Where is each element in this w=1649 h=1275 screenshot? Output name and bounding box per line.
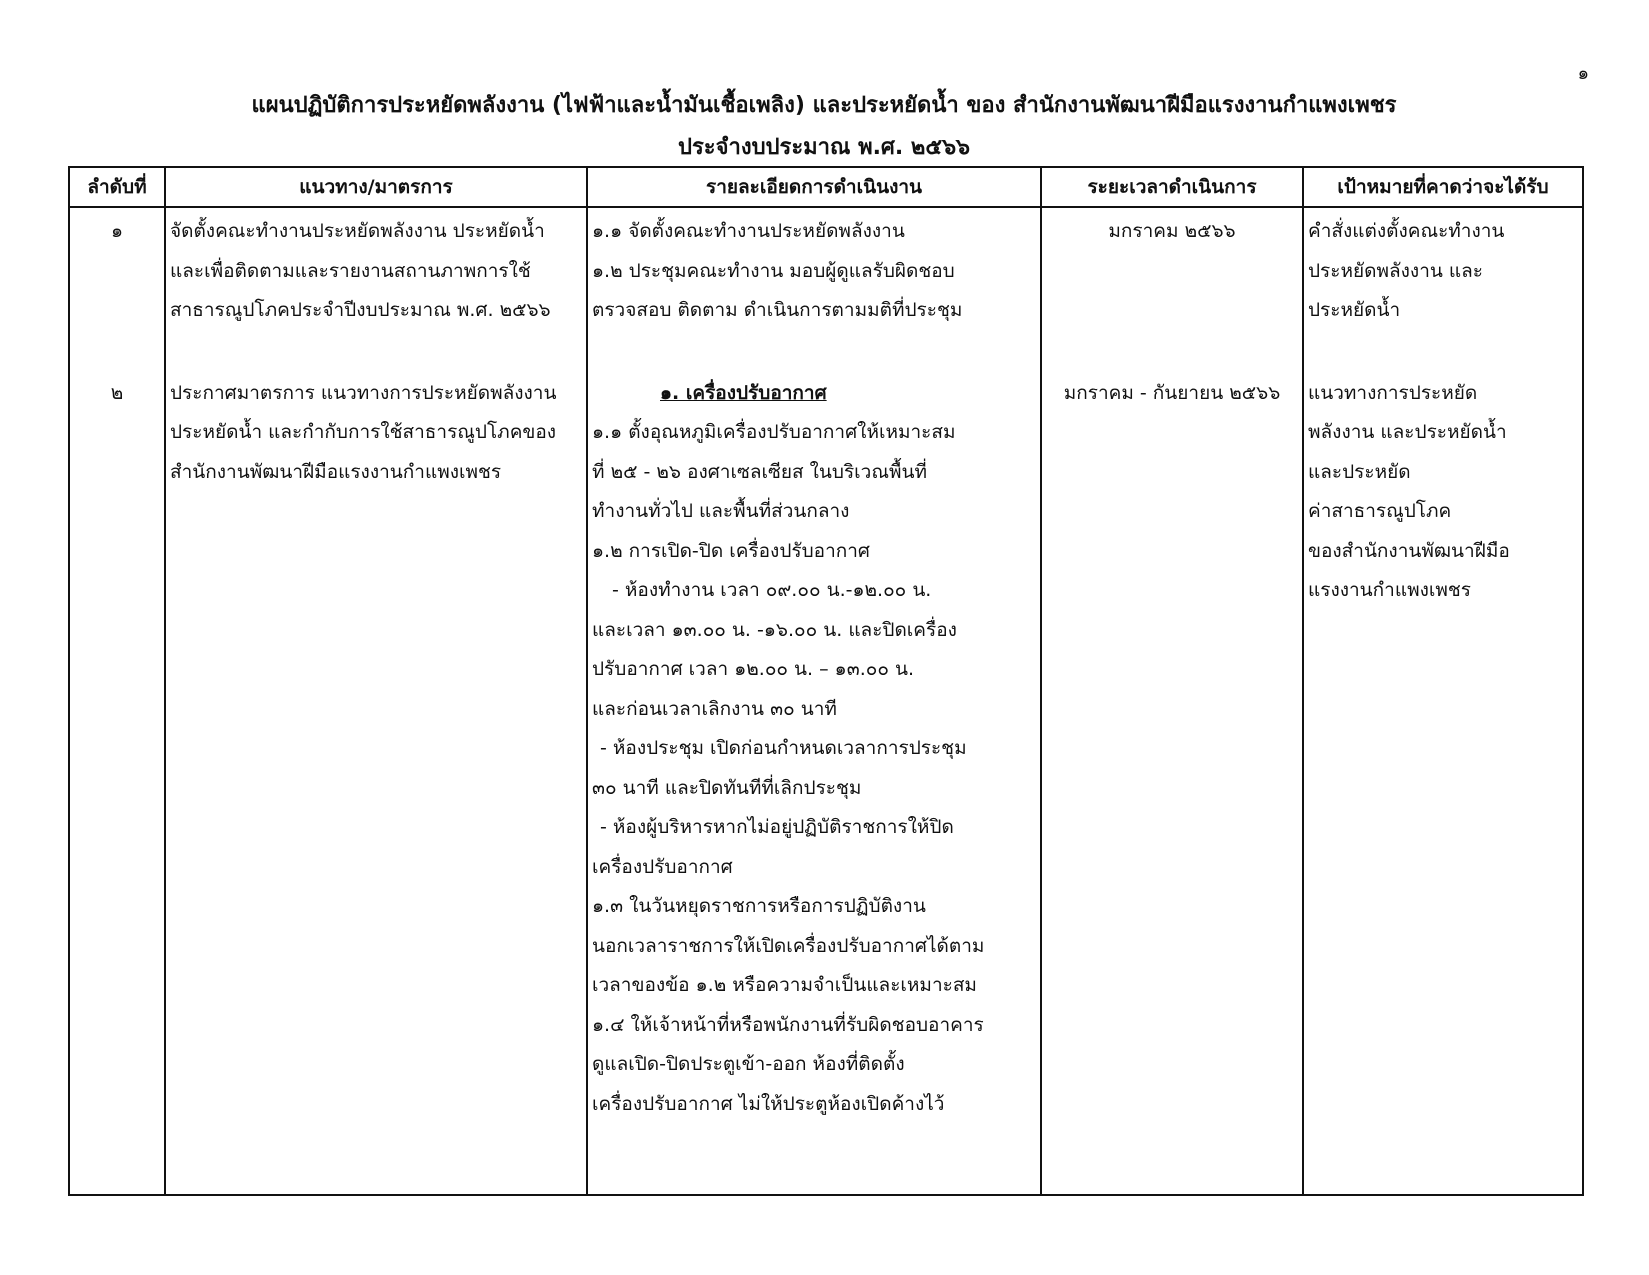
row-2-detail-line: ๑.๑ ตั้งอุณหภูมิเครื่องปรับอากาศให้เหมาะสม [592, 421, 956, 443]
row-1-measure-line: สาธารณูปโภคประจำปีงบประมาณ พ.ศ. ๒๕๖๖ [170, 299, 551, 321]
row-2-detail-line: นอกเวลาราชการให้เปิดเครื่องปรับอากาศได้ตาม [592, 934, 985, 957]
row-2-detail-line: เครื่องปรับอากาศ ไม่ให้ประตูห้องเปิดค้างไว้ [592, 1092, 945, 1115]
row-1-no: ๑ [110, 220, 124, 242]
page-number: ๑ [1577, 63, 1589, 84]
row-1-detail-line: ตรวจสอบ ติดตาม ดำเนินการตามมติที่ประชุม [592, 299, 963, 321]
header-no: ลำดับที่ [69, 167, 165, 207]
header-measure: แนวทาง/มาตรการ [165, 167, 587, 207]
header-details: รายละเอียดการดำเนินงาน [587, 167, 1041, 207]
row-spacer [170, 331, 582, 370]
row-2-detail-line: - ห้องทำงาน เวลา ๐๙.๐๐ น.-๑๒.๐๐ น. [612, 579, 932, 601]
row-2-detail-line: ๓๐ นาที และปิดทันทีที่เลิกประชุม [592, 776, 862, 799]
action-plan-table [68, 166, 1584, 1196]
row-2-goal-line: ของสำนักงานพัฒนาฝีมือ [1308, 539, 1510, 562]
row-2-detail-line: และเวลา ๑๓.๐๐ น. -๑๖.๐๐ น. และปิดเครื่อง [592, 618, 957, 641]
row-2-detail-line: เครื่องปรับอากาศ [592, 855, 733, 878]
row-2-period: มกราคม - กันยายน ๒๕๖๖ [1063, 381, 1281, 404]
row-2-goal-line: และประหยัด [1308, 460, 1411, 483]
row-2-details-cell [587, 370, 1041, 1195]
row-2-no: ๒ [110, 381, 124, 404]
row-2-measure-line: ประหยัดน้ำ และกำกับการใช้สาธารณูปโภคของ [170, 421, 557, 443]
row-2-measure-cell [165, 370, 587, 1195]
row-2-detail-line: ๑.๒ การเปิด-ปิด เครื่องปรับอากาศ [592, 539, 870, 562]
row-1-period: มกราคม ๒๕๖๖ [1108, 220, 1236, 242]
row-2-no-cell [69, 370, 165, 1195]
document-subtitle: ประจำงบประมาณ พ.ศ. ๒๕๖๖ [678, 135, 970, 160]
row-2-detail-line: ๑.๓ ในวันหยุดราชการหรือการปฏิบัติงาน [592, 895, 926, 917]
table-header-row [69, 167, 1583, 207]
row-1-goal-line: ประหยัดพลังงาน และ [1308, 259, 1483, 282]
row-2-detail-line: ที่ ๒๕ - ๒๖ องศาเซลเซียส ในบริเวณพื้นที่ [592, 460, 927, 483]
row-1-measure-cell [165, 207, 587, 370]
row-1-detail-line: ๑.๒ ประชุมคณะทำงาน มอบผู้ดูแลรับผิดชอบ [592, 259, 955, 282]
table-row [69, 370, 1583, 1195]
row-2-goal-line: ค่าสาธารณูปโภค [1308, 500, 1452, 522]
row-1-goal-line: คำสั่งแต่งตั้งคณะทำงาน [1308, 220, 1505, 242]
row-2-measure-line: สำนักงานพัฒนาฝีมือแรงงานกำแพงเพชร [170, 460, 502, 483]
row-2-detail-line: ปรับอากาศ เวลา ๑๒.๐๐ น. – ๑๓.๐๐ น. [592, 658, 915, 680]
header-period: ระยะเวลาดำเนินการ [1041, 167, 1303, 207]
row-2-goal-line: แนวทางการประหยัด [1308, 381, 1478, 404]
row-2-measure-line: ประกาศมาตรการ แนวทางการประหยัดพลังงาน [170, 381, 557, 404]
row-1-period-cell [1041, 207, 1303, 370]
row-2-detail-line: - ห้องประชุม เปิดก่อนกำหนดเวลาการประชุม [600, 737, 967, 759]
row-2-goal-line: พลังงาน และประหยัดน้ำ [1308, 421, 1507, 443]
row-1-measure-line: จัดตั้งคณะทำงานประหยัดพลังงาน ประหยัดน้ำ [170, 220, 545, 242]
row-1-details-cell [587, 207, 1041, 370]
row-2-goal-cell [1303, 370, 1583, 1195]
row-2-detail-line: เวลาของข้อ ๑.๒ หรือความจำเป็นและเหมาะสม [592, 974, 977, 996]
row-2-detail-line: - ห้องผู้บริหารหากไม่อยู่ปฏิบัติราชการให้ปิด [600, 816, 954, 838]
row-1-goal-line: ประหยัดน้ำ [1308, 299, 1401, 321]
header-goal: เป้าหมายที่คาดว่าจะได้รับ [1303, 167, 1583, 207]
air-conditioner-heading: ๑. เครื่องปรับอากาศ [660, 381, 827, 404]
row-1-measure-line: และเพื่อติดตามและรายงานสถานภาพการใช้ [170, 259, 531, 282]
row-2-goal-line: แรงงานกำแพงเพชร [1308, 579, 1472, 601]
row-2-detail-line: ดูแลเปิด-ปิดประตูเข้า-ออก ห้องที่ติดตั้ง [592, 1053, 905, 1075]
row-2-detail-line: และก่อนเวลาเลิกงาน ๓๐ นาที [592, 697, 837, 720]
row-1-detail-line: ๑.๑ จัดตั้งคณะทำงานประหยัดพลังงาน [592, 220, 905, 242]
document-title: แผนปฏิบัติการประหยัดพลังงาน (ไฟฟ้าและน้ำมันเชื้อเพลิง) และประหยัดน้ำ ของ สำนักงานพัฒนาฝีมือแรงงานกำแพงเพชร [251, 93, 1397, 118]
row-2-detail-line: ๑.๔ ให้เจ้าหน้าที่หรือพนักงานที่รับผิดชอบอาคาร [592, 1013, 984, 1036]
table-row [69, 207, 1583, 370]
row-1-no-cell [69, 207, 165, 370]
row-1-goal-cell [1303, 207, 1583, 370]
row-2-detail-line: ทำงานทั่วไป และพื้นที่ส่วนกลาง [592, 500, 850, 522]
row-2-period-cell [1041, 370, 1303, 1195]
